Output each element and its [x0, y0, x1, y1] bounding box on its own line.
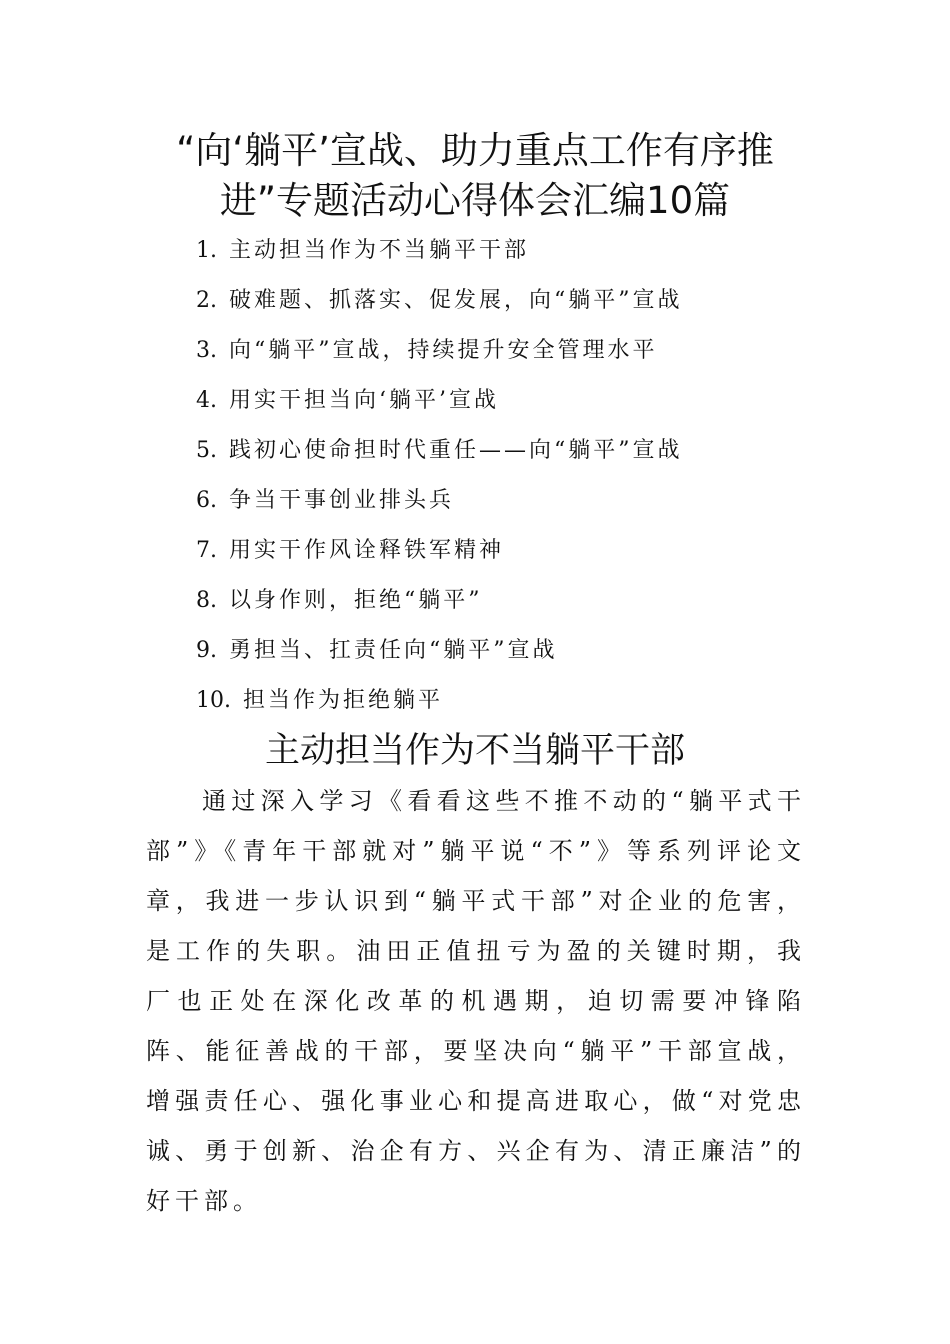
toc-item-text: 践初心使命担时代重任——向“躺平”宣战 [229, 438, 683, 463]
toc-item-text: 破难题、抓落实、促发展，向“躺平”宣战 [229, 288, 683, 313]
toc-item-number: 2. [196, 288, 217, 313]
body-paragraph: 通过深入学习《看看这些不推不动的“躺平式干部”》《青年干部就对”躺平说“不”》等系列评论文章，我进一步认识到“躺平式干部”对企业的危害，是工作的失职。油田正值扭亏为盈的关键时期，我厂也正处在深化改革的机遇期，迫切需要冲锋陷阵、能征善战的干部，要坚决向“躺平”干部宣战，增强责任心、强化事业心和提高进取心，做“对党忠诚、勇于创新、治企有方、兴企有为、清正廉洁”的好干部。 [146, 787, 806, 1215]
toc-item [196, 276, 816, 326]
toc-item-text: 主动担当作为不当躺平干部 [229, 238, 530, 263]
toc-item-number: 9. [196, 638, 217, 663]
toc-item [196, 376, 816, 426]
toc-item-text: 争当干事创业排头兵 [229, 488, 455, 513]
toc-item [196, 626, 816, 676]
toc-item-number: 1. [196, 238, 217, 263]
toc-item-text: 向“躺平”宣战，持续提升安全管理水平 [229, 338, 658, 363]
toc-item [196, 226, 816, 276]
toc-item-number: 10. [196, 688, 231, 713]
section-title: 主动担当作为不当躺平干部 [264, 731, 685, 771]
toc-item-text: 勇担当、扛责任向“躺平”宣战 [229, 638, 558, 663]
toc-item-number: 7. [196, 538, 217, 563]
toc-item-text: 担当作为拒绝躺平 [243, 688, 444, 713]
toc-item [196, 476, 816, 526]
toc-item-text: 以身作则，拒绝“躺平” [229, 588, 483, 613]
toc-item-number: 4. [196, 388, 217, 413]
table-of-contents [196, 226, 816, 726]
toc-item [196, 426, 816, 476]
toc-item-text: 用实干担当向‘躺平’宣战 [229, 388, 499, 413]
toc-item-number: 5. [196, 438, 217, 463]
toc-item-number: 3. [196, 338, 217, 363]
toc-item [196, 526, 816, 576]
document-title: “向‘躺平’宣战、助力重点工作有序推进”专题活动心得体会汇编10篇 [176, 129, 774, 222]
toc-item [196, 326, 816, 376]
toc-item [196, 576, 816, 626]
toc-item-text: 用实干作风诠释铁军精神 [229, 538, 505, 563]
toc-item [196, 676, 816, 726]
toc-item-number: 6. [196, 488, 217, 513]
toc-item-number: 8. [196, 588, 217, 613]
